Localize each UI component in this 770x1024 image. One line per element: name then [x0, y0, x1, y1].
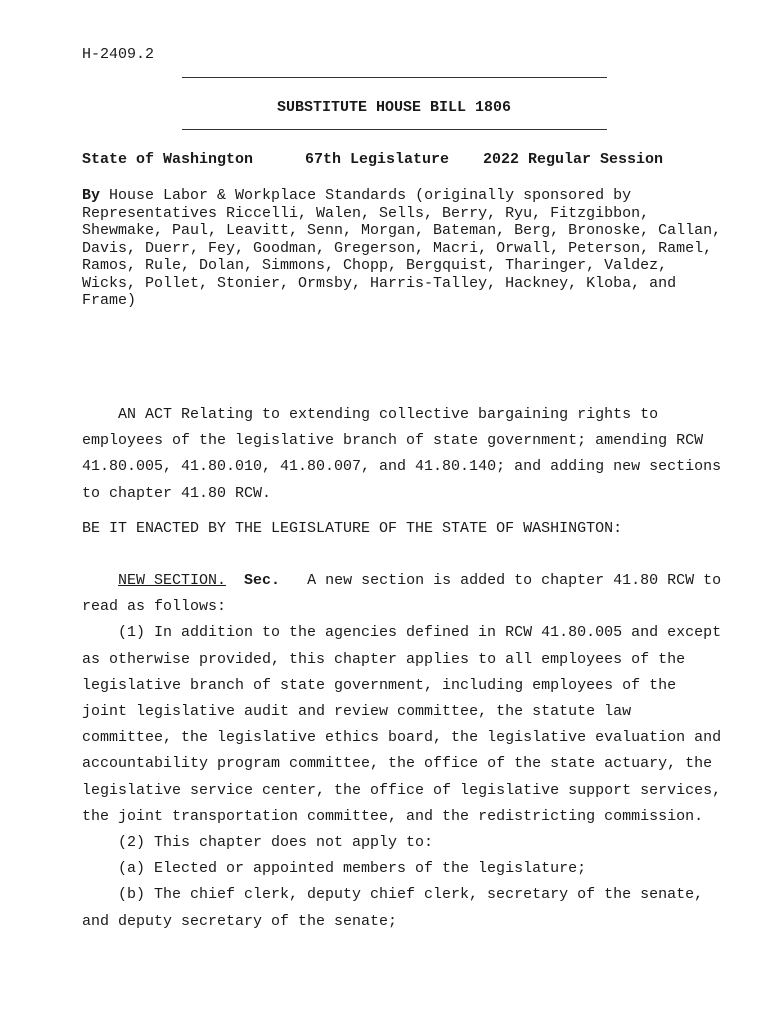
act-title [82, 402, 722, 507]
enacting-clause-text: BE IT ENACTED BY THE LEGISLATURE OF THE STATE OF WASHINGTON: [82, 520, 623, 537]
session-year: 2022 Regular Session [483, 151, 664, 168]
title-rule-top [182, 77, 607, 78]
subsection-2: (2) This chapter does not apply to: [118, 834, 434, 852]
subsection-1: (1) In addition to the agencies defined in RCW 41.80.005 and except as otherwise provided, this chapter applies to all employees of the legislative branch of state government, including employees of the joint legislative audit and review committee, the statute law committee, the legislative ethics board, the legislative evaluation and accountability program committee, the office of the state actuary, the legislative service center, the office of legislative support services, the joint transportation committee, and the redistricting commission. [82, 624, 722, 825]
sponsor-block [82, 187, 722, 310]
new-section-label: NEW SECTION. [118, 572, 227, 589]
bill-title: SUBSTITUTE HOUSE BILL 1806 [276, 99, 512, 116]
section-1 [82, 568, 722, 935]
document-id: H-2409.2 [82, 46, 155, 63]
section-1-intro [82, 568, 722, 620]
act-paragraph: AN ACT Relating to extending collective bargaining rights to employees of the legislative branch of state government; amending RCW 41.80.005, 41.80.010, 41.80.007, and 41.80.140; and adding new sections to chapter 41.80 RCW. [82, 406, 722, 502]
sec-label: Sec. [244, 572, 281, 589]
sponsor-by-label: By [82, 187, 101, 204]
session-state: State of Washington [82, 151, 254, 168]
session-legislature: 67th Legislature [305, 151, 450, 168]
subsection-2b: (b) The chief clerk, deputy chief clerk, secretary of the senate, and deputy secretary of the senate; [82, 886, 704, 930]
section-1-intro-text: A new section is added to chapter 41.80 RCW to read as follows: [82, 572, 722, 616]
title-rule-bottom [182, 129, 607, 130]
sponsor-text: House Labor & Workplace Standards (originally sponsored by Representatives Riccelli, Walen, Sells, Berry, Ryu, Fitzgibbon, Shewmake, Paul, Leavitt, Senn, Morgan, Bateman, Berg, Bronoske, Callan, Davis, Duerr, Fey, Goodman, Gregerson, Macri, Orwall, Peterson, Ramel, Ramos, Rule, Dolan, Simmons, Chopp, Bergquist, Tharinger, Valdez, Wicks, Pollet, Stonier, Ormsby, Harris-Talley, Hackney, Kloba, and Frame) [82, 187, 722, 309]
enacting-clause [82, 516, 722, 542]
subsection-2a: (a) Elected or appointed members of the legislature; [118, 860, 587, 878]
